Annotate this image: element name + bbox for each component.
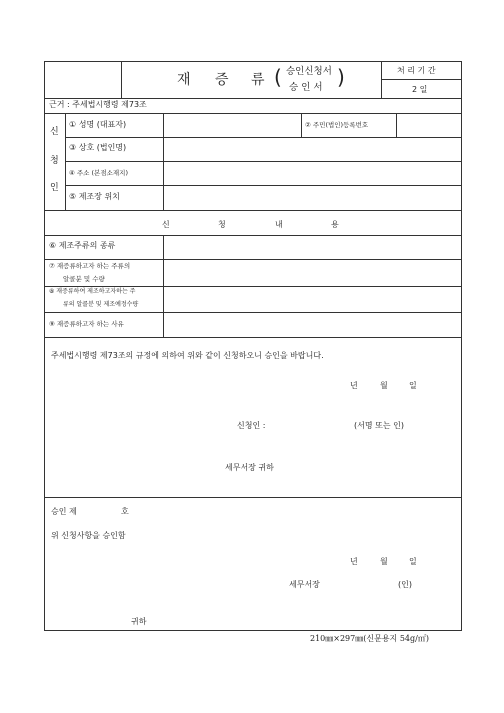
item8-field[interactable] — [164, 287, 461, 311]
application-form — [44, 61, 462, 631]
request-heading-char-3: 내 — [275, 220, 283, 229]
application-date-year: 년 — [350, 381, 358, 390]
item8-line2: 류의 알콜분 및 제조예정수량 — [63, 301, 139, 308]
approval-number-label: 승인 제 — [51, 507, 77, 516]
application-date-month: 월 — [380, 381, 388, 390]
title-char-1: 재 — [177, 72, 191, 88]
doc-type-approval: 승 인 서 — [289, 82, 323, 93]
name-value-divider — [301, 113, 302, 137]
item8-line1: ⑧ 재증류하여 제조하고자하는 주 — [49, 288, 136, 295]
approval-number-field[interactable] — [87, 504, 117, 518]
liquor-kind-field[interactable] — [164, 236, 461, 258]
period-divider — [381, 79, 462, 80]
approval-number-suffix: 호 — [121, 507, 129, 516]
registration-number-label: ② 주민(법인)등록번호 — [305, 121, 369, 129]
processing-period-value: 2 일 — [412, 85, 428, 94]
applicant-side-char-3: 인 — [50, 183, 59, 193]
applicant-bottom-line — [45, 210, 462, 211]
item9-field[interactable] — [164, 313, 461, 336]
doc-type-application: 승인신청서 — [286, 66, 332, 77]
trade-name-label: ③ 상호 (법인명) — [69, 143, 127, 152]
sign-or-seal-label: (서명 또는 인) — [354, 421, 404, 430]
liquor-kind-label: ⑥ 제조주류의 종류 — [49, 241, 116, 250]
paper-spec-footer: 210㎜×297㎜(신문용지 54g/㎡) — [310, 634, 429, 643]
legal-basis: 근거 : 주세법시행령 제73조 — [49, 100, 147, 109]
applicant-side-char-2: 청 — [50, 156, 59, 166]
approval-date-day: 일 — [409, 557, 417, 566]
factory-location-label: ⑤ 제조장 위치 — [69, 192, 120, 201]
item7-line1: ⑦ 재증류하고자 하는 주류의 — [49, 262, 131, 270]
applicant-side-char-1: 신 — [50, 127, 59, 137]
title-paren-close: ) — [337, 65, 345, 89]
title-char-3: 류 — [251, 72, 265, 88]
processing-period-label: 처 리 기 간 — [397, 66, 436, 75]
application-date-day: 일 — [409, 381, 417, 390]
application-bottom-line — [45, 497, 462, 498]
applicant-signature-field[interactable] — [279, 417, 349, 433]
approval-seal-label: (인) — [398, 580, 412, 589]
title-char-2: 증 — [215, 72, 229, 88]
item9-label: ⑨ 재증류하고자 하는 사유 — [49, 320, 124, 328]
factory-location-field[interactable] — [164, 186, 461, 209]
approval-recipient: 귀하 — [131, 617, 147, 626]
name-label: ① 성명 (대표자) — [69, 120, 127, 129]
approval-office-label: 세무서장 — [289, 580, 320, 589]
item7-field[interactable] — [164, 260, 461, 285]
registration-number-field[interactable] — [397, 114, 461, 136]
request-heading-char-2: 청 — [218, 220, 226, 229]
address-label: ④ 주소 (본점소재지) — [69, 169, 128, 177]
application-recipient: 세무서장 귀하 — [225, 463, 274, 472]
header-divider-left — [121, 62, 122, 98]
trade-name-field[interactable] — [164, 138, 461, 160]
item7-line2: 알콜분 및 수량 — [63, 275, 105, 283]
approval-date-month: 월 — [380, 557, 388, 566]
request-bottom-line — [45, 337, 462, 338]
header-bottom-line — [45, 98, 462, 99]
address-field[interactable] — [164, 162, 461, 184]
approval-date-year: 년 — [350, 557, 358, 566]
name-field[interactable] — [164, 114, 300, 136]
request-heading-char-1: 신 — [162, 220, 170, 229]
header-divider-right — [381, 62, 382, 98]
request-heading-char-4: 용 — [331, 220, 339, 229]
title-paren-open: ( — [274, 65, 282, 89]
approval-statement: 위 신청사항을 승인함 — [51, 531, 126, 540]
application-statement: 주세법시행령 제73조의 규정에 의하여 위와 같이 신청하오니 승인을 바랍니다. — [51, 351, 324, 360]
applicant-signature-label: 신청인 : — [237, 421, 266, 430]
